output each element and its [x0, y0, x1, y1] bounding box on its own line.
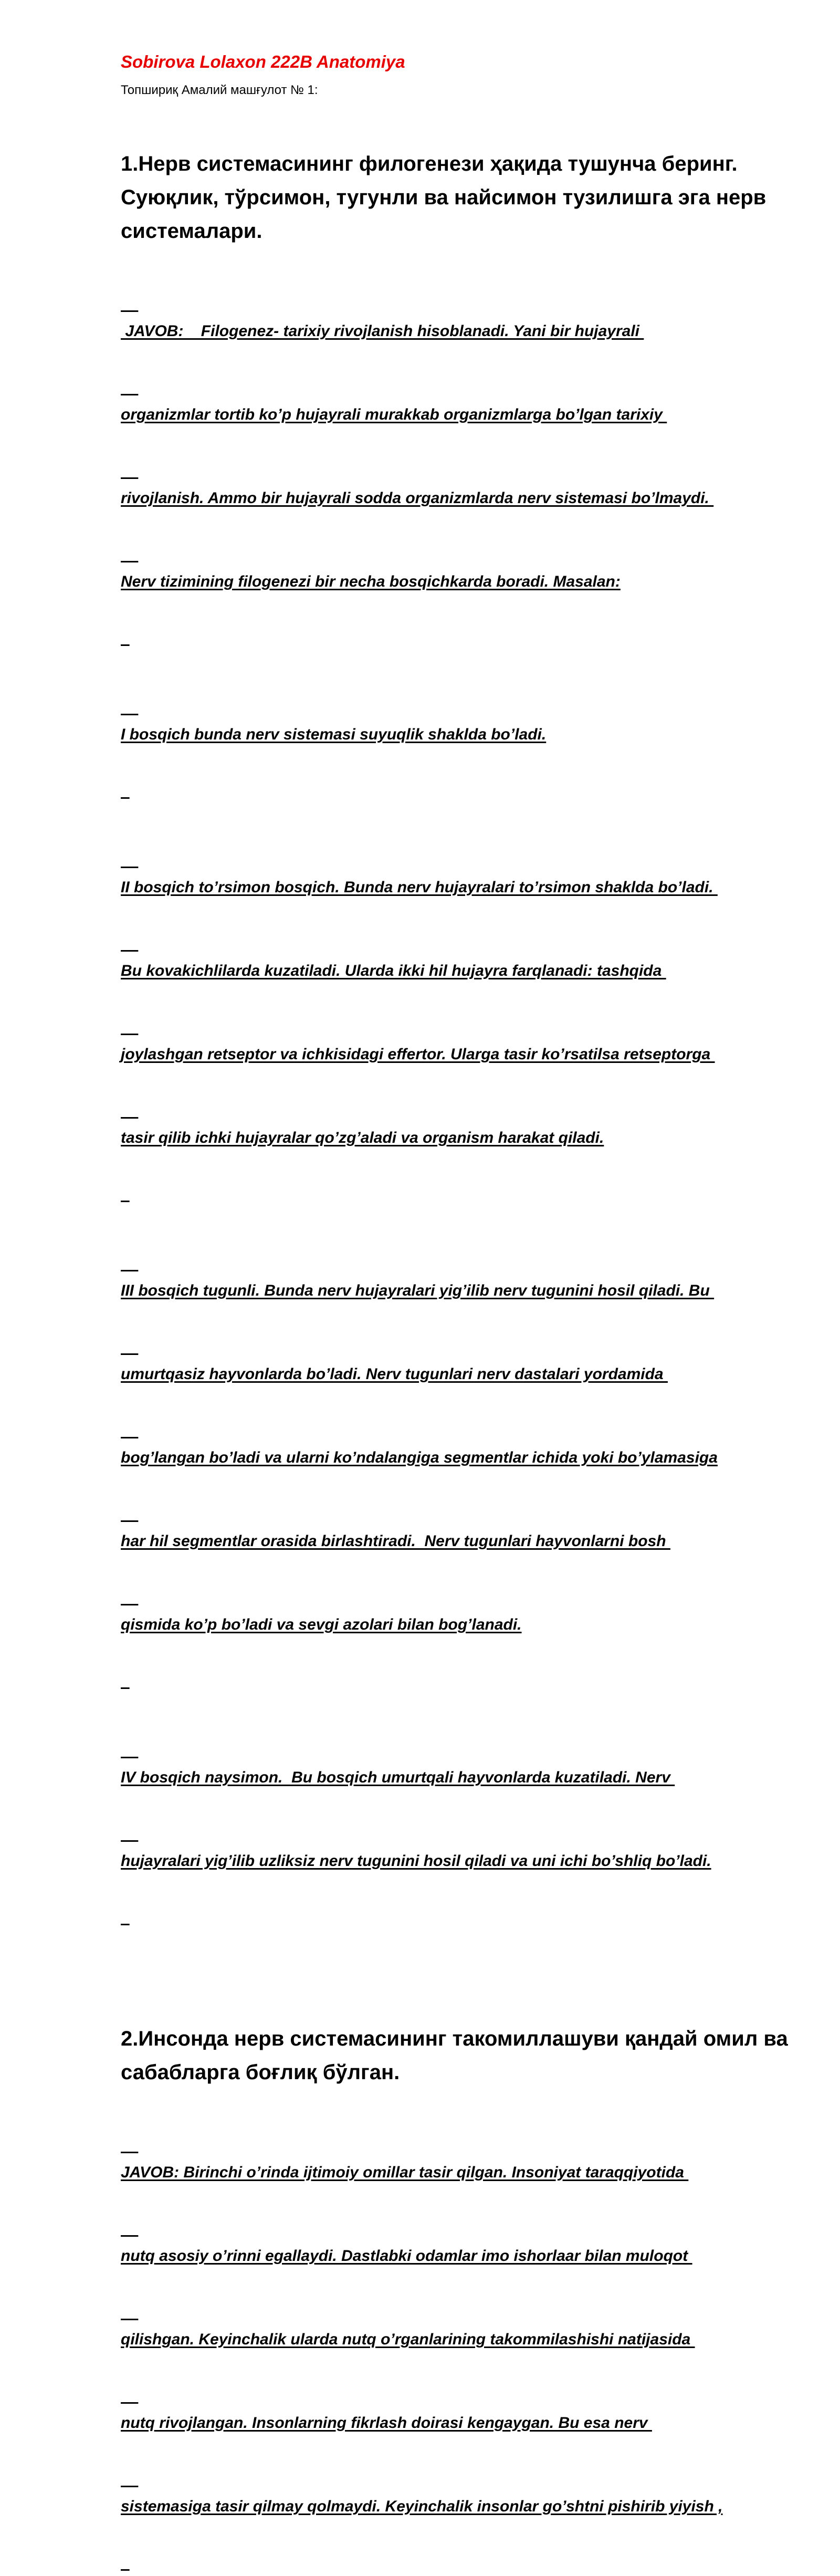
answer-line: IV bosqich naysimon. Bu bosqich umurtqali hayvonlarda kuzatiladi. Nerv: [121, 1769, 675, 1786]
answer-line: Bu kovakichlilarda kuzatiladi. Ularda ikki hil hujayra farqlanadi: tashqida: [121, 962, 666, 979]
answer-line: umurtqasiz hayvonlarda bo’ladi. Nerv tugunlari nerv dastalari yordamida: [121, 1365, 668, 1383]
answer-line: rivojlanish. Ammo bir hujayrali sodda organizmlarda nerv sistemasi bo’lmaydi.: [121, 489, 714, 507]
question-line: омил ва сабабларга боғлиқ бўлган.: [121, 2027, 788, 2084]
answer-line: har hil segmentlar orasida birlashtiradi. Nerv tugunlari hayvonlarni bosh: [121, 1532, 670, 1550]
answer-line: III bosqich tugunli. Bunda nerv hujayralari yig’ilib nerv tugunini hosil qiladi. Bu: [121, 1282, 715, 1299]
stage-3-paragraph: [121, 1221, 793, 1694]
assignment-subtitle: Топшириқ Амалий машғулот № 1:: [121, 83, 318, 97]
author-line: Sobirova Lolaxon 222B Anatomiya: [121, 52, 405, 71]
answer-line: tasir qilib ichki hujayralar qo’zg’aladi va organism harakat qiladi.: [121, 1129, 604, 1146]
document-page: [121, 50, 793, 2576]
answer-line: JAVOB: Filogenez- tarixiy rivojlanish hisoblanadi. Yani bir hujayrali: [121, 322, 644, 340]
answer-line: qismida ko’p bo’ladi va sevgi azolari bilan bog’lanadi.: [121, 1616, 522, 1633]
answer-line: nutq rivojlangan. Insonlarning fikrlash doirasi kengaygan. Bu esa nerv: [121, 2414, 652, 2432]
question-2: [121, 2022, 793, 2089]
question-line: нерв системалари.: [121, 186, 766, 243]
answer-line: joylashgan retseptor va ichkisidagi effertor. Ularga tasir ko’rsatilsa retseptorga: [121, 1046, 715, 1063]
question-line: 2.Инсонда нерв системасининг такомиллашуви қандай: [121, 2027, 698, 2050]
stage-1-paragraph: [121, 665, 793, 804]
stage-2-paragraph: [121, 818, 793, 1207]
answer-line: sistemasiga tasir qilmay qolmaydi. Keyinchalik insonlar go’shtni pishirib yiyish ,: [121, 2498, 723, 2515]
answer-line: II bosqich to’rsimon bosqich. Bunda nerv hujayralari to’rsimon shaklda bo’ladi.: [121, 879, 718, 896]
answer-line: I bosqich bunda nerv sistemasi suyuqlik shaklda bo’ladi.: [121, 726, 547, 743]
answer-line: JAVOB: Birinchi o’rinda ijtimoiy omillar tasir qilgan. Insoniyat taraqqiyotida: [121, 2164, 689, 2181]
answer-line: Nerv tizimining filogenezi bir necha bosqichkarda boradi. Masalan:: [121, 573, 621, 590]
answer-line: hujayralari yig’ilib uzliksiz nerv tugunini hosil qiladi va uni ichi bo’shliq bo’ladi.: [121, 1852, 711, 1870]
question-line: 1.Нерв системасининг филогенези ҳақида тушунча беринг.: [121, 152, 738, 175]
answer-1-paragraph: [121, 262, 793, 651]
answer-line: bog’langan bo’ladi va ularni ko’ndalangiga segmentlar ichida yoki bo’ylamasiga: [121, 1449, 718, 1466]
answer-line: nutq asosiy o’rinni egallaydi. Dastlabki odamlar imo ishorlaar bilan muloqot: [121, 2247, 692, 2265]
question-line: Суюқлик, тўрсимон, тугунли ва найсимон тузилишга эга: [121, 186, 710, 209]
answer-line: qilishgan. Keyinchalik ularda nutq o’rganlarining takommilashishi natijasida: [121, 2331, 695, 2348]
stage-4-paragraph: [121, 1708, 793, 1931]
answer-2-paragraph: [121, 2103, 793, 2576]
answer-line: organizmlar tortib ko’p hujayrali murakkab organizmlarga bo’lgan tarixiy: [121, 406, 667, 423]
question-1: [121, 147, 793, 248]
